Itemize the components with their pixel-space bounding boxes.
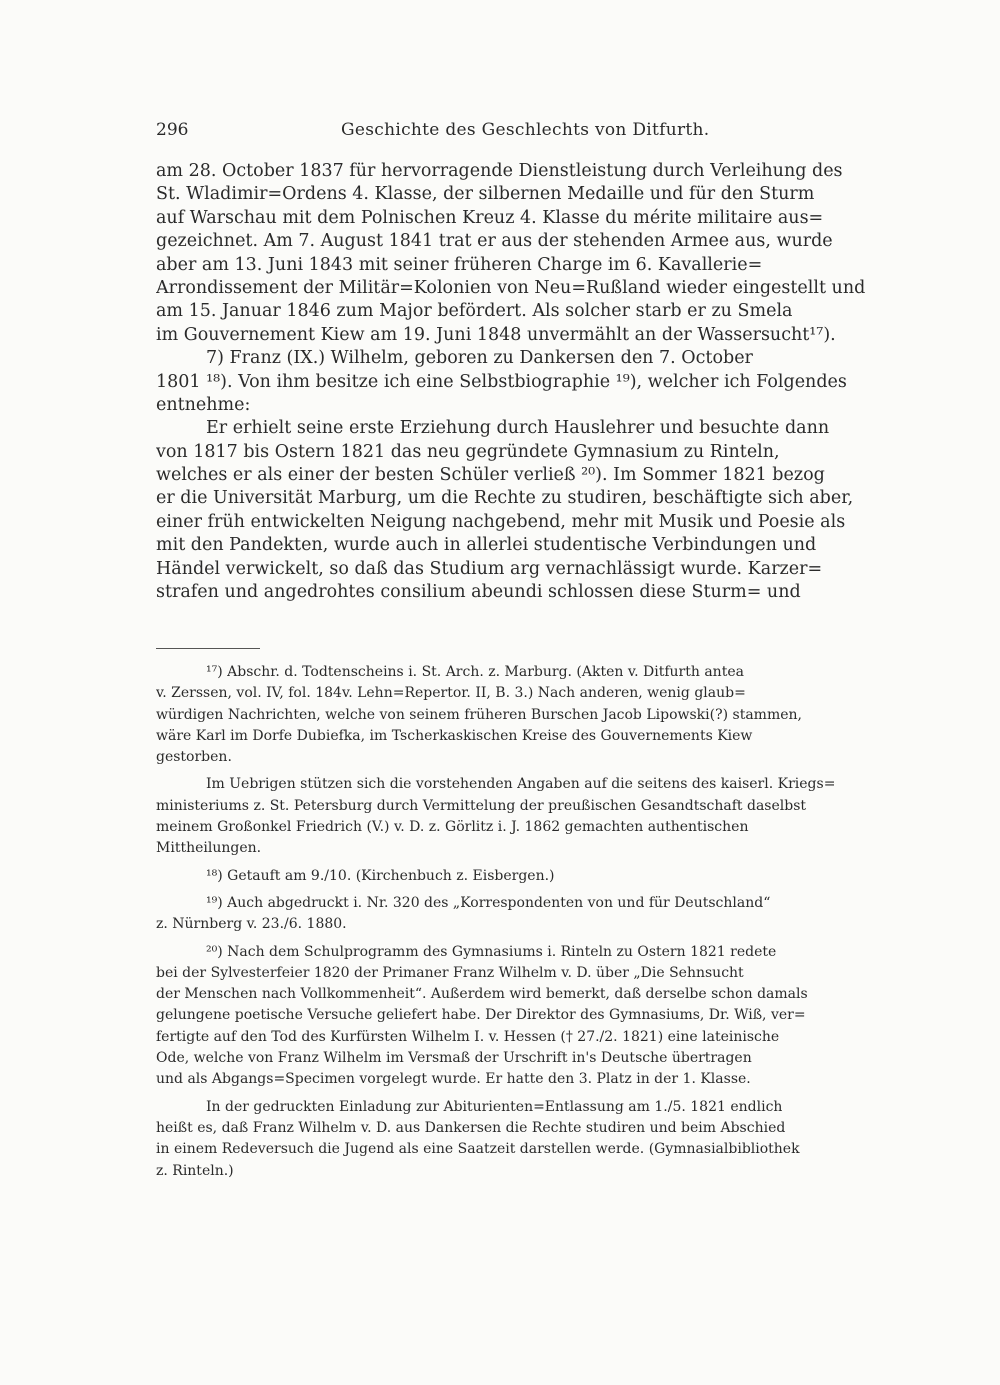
- footnote-20-line: und als Abgangs=Specimen vorgelegt wurde. Er hatte den 3. Platz in der 1. Klasse.: [156, 1071, 751, 1088]
- text-line: Händel verwickelt, so daß das Studium arg vernachlässigt wurde. Karzer=: [156, 558, 823, 579]
- text-line: St. Wladimir=Ordens 4. Klasse, der silbernen Medaille und für den Sturm: [156, 184, 815, 205]
- footnote-20-continued-line: in einem Redeversuch die Jugend als eine Saatzeit darstellen werde. (Gymnasialbibliothek: [156, 1141, 800, 1158]
- page-number: 296: [156, 120, 189, 140]
- text-line: mit den Pandekten, wurde auch in allerlei studentische Verbindungen und: [156, 535, 817, 556]
- footnote-20-continued-line: heißt es, daß Franz Wilhelm v. D. aus Dankersen die Rechte studiren und beim Abschied: [156, 1119, 786, 1136]
- section-heading-line: 7) Franz (IX.) Wilhelm, geboren zu Dankersen den 7. October: [206, 348, 753, 369]
- text-line: einer früh entwickelten Neigung nachgebend, mehr mit Musik und Poesie als: [156, 511, 846, 532]
- text-line: 1801 ¹⁸). Von ihm besitze ich eine Selbstbiographie ¹⁹), welcher ich Folgendes: [156, 371, 847, 392]
- footnote-17-line: wäre Karl im Dorfe Dubiefka, im Tscherkaskischen Kreise des Gouvernements Kiew: [156, 727, 753, 744]
- footnote-17-continued-line: Im Uebrigen stützen sich die vorstehenden Angaben auf die seitens des kaiserl. Kriegs=: [206, 776, 836, 793]
- footnote-20-line: ²⁰) Nach dem Schulprogramm des Gymnasiums i. Rinteln zu Ostern 1821 redete: [206, 943, 777, 960]
- text-line: am 28. October 1837 für hervorragende Dienstleistung durch Verleihung des: [156, 161, 843, 181]
- text-line: Arrondissement der Militär=Kolonien von Neu=Rußland wieder eingestellt und: [156, 277, 866, 298]
- footnote-17-line: würdigen Nachrichten, welche von seinem früheren Burschen Jacob Lipowski(?) stammen,: [156, 706, 802, 723]
- footnote-20-continued-line: In der gedruckten Einladung zur Abiturienten=Entlassung am 1./5. 1821 endlich: [206, 1098, 783, 1115]
- footnote-20-line: gelungene poetische Versuche geliefert habe. Der Direktor des Gymnasiums, Dr. Wiß, ver=: [156, 1007, 806, 1024]
- text-line: welches er als einer der besten Schüler verließ ²⁰). Im Sommer 1821 bezog: [156, 465, 825, 486]
- text-line: am 15. Januar 1846 zum Major befördert. Als solcher starb er zu Smela: [156, 301, 793, 322]
- footnote-separator: [156, 648, 260, 649]
- text-line: strafen und angedrohtes consilium abeundi schlossen diese Sturm= und: [156, 582, 801, 603]
- footnote-20-line: fertigte auf den Tod des Kurfürsten Wilhelm I. v. Hessen († 27./2. 1821) eine lateinische: [156, 1028, 780, 1045]
- footnote-19-line: z. Nürnberg v. 23./6. 1880.: [156, 916, 347, 933]
- text-line: gezeichnet. Am 7. August 1841 trat er aus der stehenden Armee aus, wurde: [156, 231, 833, 252]
- footnote-17-line: ¹⁷) Abschr. d. Todtenscheins i. St. Arch. z. Marburg. (Akten v. Ditfurth antea: [206, 664, 744, 680]
- text-line: entnehme:: [156, 394, 251, 415]
- footnote-17-line: v. Zerssen, vol. IV, fol. 184v. Lehn=Repertor. II, B. 3.) Nach anderen, wenig glaub=: [156, 685, 746, 702]
- text-line: aber am 13. Juni 1843 mit seiner früheren Charge im 6. Kavallerie=: [156, 254, 763, 275]
- footnote-20-line: bei der Sylvesterfeier 1820 der Primaner Franz Wilhelm v. D. über „Die Sehnsucht: [156, 964, 744, 981]
- footnote-20-line: Ode, welche von Franz Wilhelm im Versmaß der Urschrift in's Deutsche übertragen: [156, 1050, 752, 1067]
- footnote-20-continued-line: z. Rinteln.): [156, 1162, 234, 1179]
- paragraph-start-line: Er erhielt seine erste Erziehung durch Hauslehrer und besuchte dann: [206, 418, 830, 439]
- footnote-18-line: ¹⁸) Getauft am 9./10. (Kirchenbuch z. Eisbergen.): [206, 867, 555, 884]
- text-line: auf Warschau mit dem Polnischen Kreuz 4. Klasse du mérite militaire aus=: [156, 207, 824, 228]
- footnote-17-line: gestorben.: [156, 749, 232, 766]
- footnote-19-line: ¹⁹) Auch abgedruckt i. Nr. 320 des „Korrespondenten von und für Deutschland“: [206, 894, 771, 911]
- text-line: von 1817 bis Ostern 1821 das neu gegründete Gymnasium zu Rinteln,: [156, 441, 780, 462]
- page-header: [156, 120, 868, 140]
- footnote-20-line: der Menschen nach Vollkommenheit“. Außerdem wird bemerkt, daß derselbe schon damals: [156, 986, 808, 1003]
- footnotes: [156, 662, 868, 1182]
- footnote-17-continued-line: ministeriums z. St. Petersburg durch Vermittelung der preußischen Gesandtschaft daselbst: [156, 797, 807, 814]
- footnote-17-continued-line: meinem Großonkel Friedrich (V.) v. D. z. Görlitz i. J. 1862 gemachten authentischen: [156, 819, 749, 836]
- text-line: im Gouvernement Kiew am 19. Juni 1848 unvermählt an der Wassersucht¹⁷).: [156, 324, 836, 345]
- text-line: er die Universität Marburg, um die Rechte zu studiren, beschäftigte sich aber,: [156, 488, 854, 509]
- running-title: Geschichte des Geschlechts von Ditfurth.: [341, 120, 710, 140]
- main-text: [156, 160, 868, 604]
- footnote-17-continued-line: Mittheilungen.: [156, 840, 262, 857]
